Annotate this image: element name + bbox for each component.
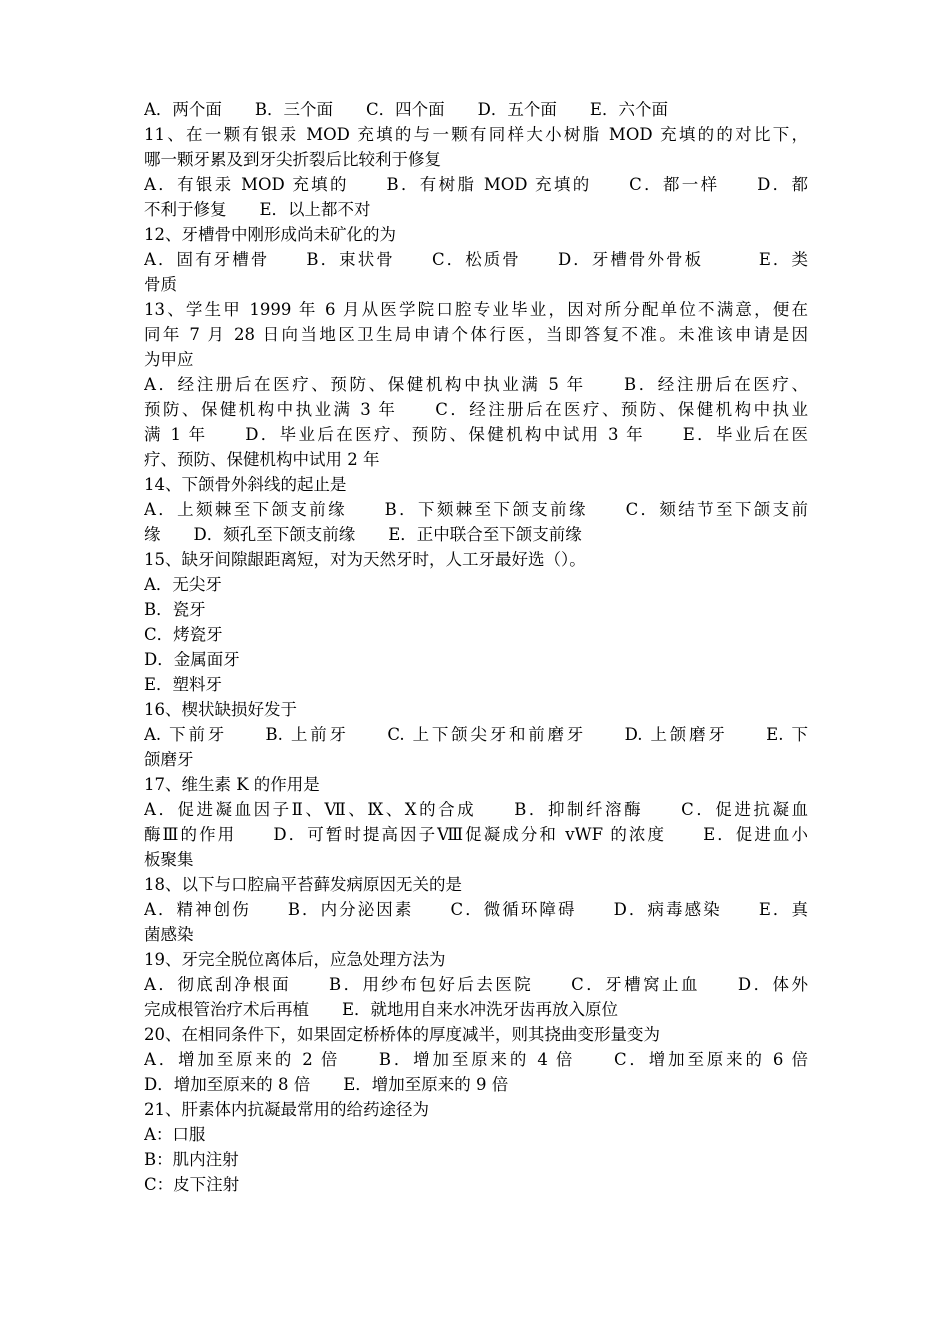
text-line: 疗、预防、保健机构中试用 2 年 — [144, 450, 380, 469]
text-line: A．增加至原来的 2 倍 B．增加至原来的 4 倍 C．增加至原来的 6 倍 — [144, 1050, 808, 1069]
text-line: A．上颏棘至下颌支前缘 B．下颏棘至下颌支前缘 C．颏结节至下颌支前 — [144, 500, 808, 519]
text-line: 酶Ⅲ的作用 D．可暂时提高因子Ⅷ促凝成分和 vWF 的浓度 E．促进血小 — [144, 825, 808, 844]
text-line: 缘 D．颏孔至下颌支前缘 E．正中联合至下颌支前缘 — [144, 525, 582, 544]
text-line: D．金属面牙 — [144, 650, 240, 669]
text-line: 完成根管治疗术后再植 E．就地用自来水冲洗牙齿再放入原位 — [144, 1000, 619, 1019]
text-line: D．增加至原来的 8 倍 E．增加至原来的 9 倍 — [144, 1075, 509, 1094]
text-line: A．彻底刮净根面 B．用纱布包好后去医院 C．牙槽窝止血 D．体外 — [144, 975, 808, 994]
text-line: 预防、保健机构中执业满 3 年 C．经注册后在医疗、预防、保健机构中执业 — [144, 400, 808, 419]
document-body — [144, 97, 808, 1197]
text-line: 颌磨牙 — [144, 750, 194, 769]
text-line: A．两个面 B．三个面 C．四个面 D．五个面 E．六个面 — [144, 100, 668, 119]
text-line: 菌感染 — [144, 925, 194, 944]
text-line: C．烤瓷牙 — [144, 625, 223, 644]
text-line: 20、在相同条件下，如果固定桥桥体的厚度减半，则其挠曲变形量变为 — [144, 1025, 660, 1044]
text-line: B．瓷牙 — [144, 600, 206, 619]
text-line: 17、维生素 K 的作用是 — [144, 775, 320, 794]
text-line: A：口服 — [144, 1125, 206, 1144]
text-line: 16、楔状缺损好发于 — [144, 700, 297, 719]
text-line: E．塑料牙 — [144, 675, 223, 694]
text-line: A．固有牙槽骨 B．束状骨 C．松质骨 D．牙槽骨外骨板 E．类 — [144, 250, 808, 269]
text-line: 骨质 — [144, 275, 177, 294]
text-line: 19、牙完全脱位离体后，应急处理方法为 — [144, 950, 446, 969]
text-line: 为甲应 — [144, 350, 194, 369]
text-line: 13、学生甲 1999 年 6 月从医学院口腔专业毕业，因对所分配单位不满意，便在 — [144, 300, 808, 319]
text-line: 不利于修复 E．以上都不对 — [144, 200, 371, 219]
text-line: A．有银汞 MOD 充填的 B．有树脂 MOD 充填的 C．都一样 D．都 — [144, 175, 808, 194]
text-line: A．促进凝血因子Ⅱ、Ⅶ、Ⅸ、Ⅹ的合成 B．抑制纤溶酶 C．促进抗凝血 — [144, 800, 808, 819]
text-line: A．精神创伤 B．内分泌因素 C．微循环障碍 D．病毒感染 E．真 — [144, 900, 808, 919]
text-line: B：肌内注射 — [144, 1150, 239, 1169]
text-line: 同年 7 月 28 日向当地区卫生局申请个体行医，当即答复不准。未准该申请是因 — [144, 325, 808, 344]
text-line: A. 下前牙 B. 上前牙 C. 上下颌尖牙和前磨牙 D. 上颌磨牙 E. 下 — [144, 725, 808, 744]
text-line: 14、下颌骨外斜线的起止是 — [144, 475, 347, 494]
text-line: 哪一颗牙累及到牙尖折裂后比较利于修复 — [144, 150, 441, 169]
text-line: 12、牙槽骨中刚形成尚未矿化的为 — [144, 225, 396, 244]
text-line: 板聚集 — [144, 850, 194, 869]
text-line: 11、在一颗有银汞 MOD 充填的与一颗有同样大小树脂 MOD 充填的的对比下， — [144, 125, 808, 144]
text-line: 21、肝素体内抗凝最常用的给药途径为 — [144, 1100, 429, 1119]
text-line: 18、以下与口腔扁平苔藓发病原因无关的是 — [144, 875, 462, 894]
text-line: 满 1 年 D．毕业后在医疗、预防、保健机构中试用 3 年 E．毕业后在医 — [144, 425, 808, 444]
text-line: A．经注册后在医疗、预防、保健机构中执业满 5 年 B．经注册后在医疗、 — [144, 375, 808, 394]
text-line: 15、缺牙间隙龈距离短，对为天然牙时，人工牙最好选（）。 — [144, 550, 586, 569]
text-line: C：皮下注射 — [144, 1175, 240, 1194]
text-line: A．无尖牙 — [144, 575, 222, 594]
